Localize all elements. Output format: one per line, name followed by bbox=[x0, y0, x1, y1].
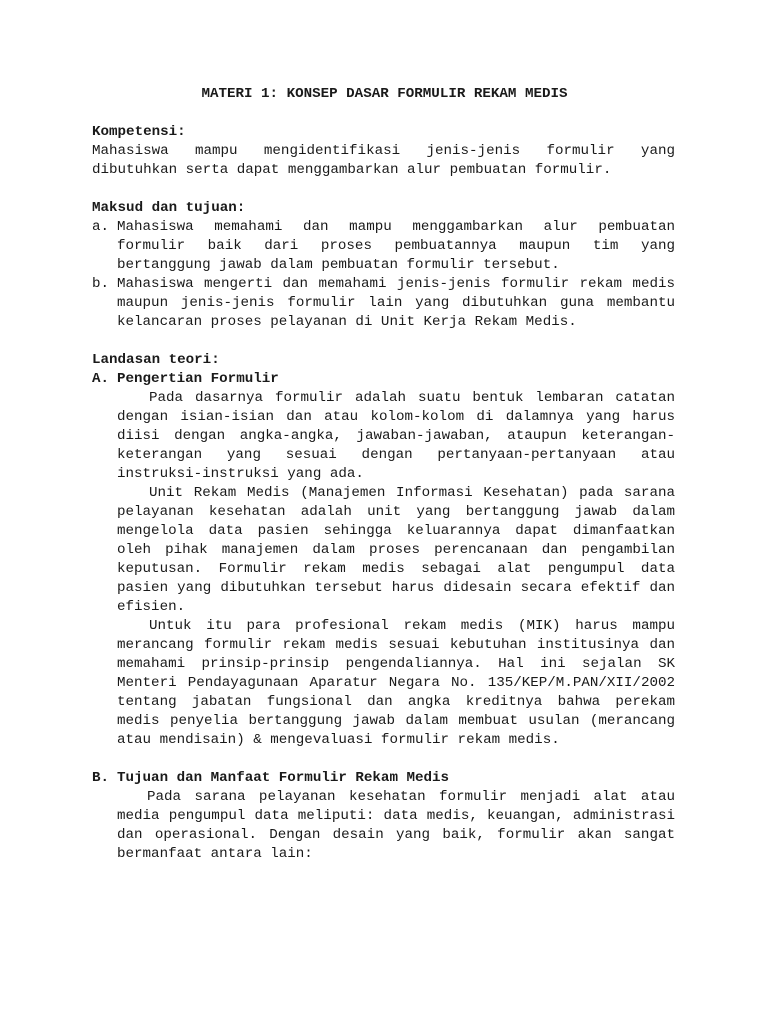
section-b-paragraph: Pada sarana pelayanan kesehatan formulir menjadi alat atau media pengumpul data meliputi: data medis, keuangan, administrasi dan operasional. Dengan desain yang baik, formulir akan sangat bermanfaat antara lain: bbox=[117, 789, 675, 862]
spacer bbox=[92, 180, 675, 199]
list-item-text: Mahasiswa mengerti dan memahami jenis-jenis formulir rekam medis maupun jenis-jenis formulir lain yang dibutuhkan guna membantu kelancaran proses pelayanan di Unit Kerja Rekam Medis. bbox=[117, 276, 675, 330]
section-a-body bbox=[92, 389, 675, 750]
kompetensi-text: Mahasiswa mampu mengidentifikasi jenis-jenis formulir yang dibutuhkan serta dapat menggambarkan alur pembuatan formulir. bbox=[92, 143, 675, 178]
section-a-heading bbox=[92, 370, 675, 389]
list-item bbox=[92, 218, 675, 275]
list-item-text: Mahasiswa memahami dan mampu menggambarkan alur pembuatan formulir baik dari proses pembuatannya maupun tim yang bertanggung jawab dalam pembuatan formulir tersebut. bbox=[117, 219, 675, 273]
maksud-list bbox=[92, 218, 675, 332]
list-item bbox=[92, 275, 675, 332]
kompetensi-heading: Kompetensi: bbox=[92, 124, 186, 140]
document-title: MATERI 1: KONSEP DASAR FORMULIR REKAM MEDIS bbox=[201, 86, 568, 102]
section-a-paragraph: Untuk itu para profesional rekam medis (MIK) harus mampu merancang formulir rekam medis sesuai kebutuhan institusinya dan memahami prinsip-prinsip pengendaliannya. Hal ini sejalan SK Menteri Pendayagunaan Aparatur Negara No. 135/KEP/M.PAN/XII/2002 tentang jabatan fungsional dan angka kreditnya bahwa perekam medis penyelia bertanggung jawab dalam membuat usulan (merancang atau mendisain) & mengevaluasi formulir rekam medis. bbox=[117, 618, 675, 748]
section-b-body bbox=[92, 788, 675, 864]
landasan-heading: Landasan teori: bbox=[92, 352, 220, 368]
list-marker: a. bbox=[92, 219, 110, 235]
list-marker: b. bbox=[92, 276, 110, 292]
section-marker: A. bbox=[92, 371, 110, 387]
section-b-heading bbox=[92, 769, 675, 788]
maksud-heading: Maksud dan tujuan: bbox=[92, 200, 246, 216]
section-title: Pengertian Formulir bbox=[117, 371, 279, 387]
spacer bbox=[92, 332, 675, 351]
document-page bbox=[92, 85, 675, 864]
section-a-paragraph: Pada dasarnya formulir adalah suatu bentuk lembaran catatan dengan isian-isian dan atau kolom-kolom di dalamnya yang harus diisi dengan angka-angka, jawaban-jawaban, ataupun keterangan-keterangan yang sesuai dengan pertanyaan-pertanyaan atau instruksi-instruksi yang ada. bbox=[117, 390, 675, 482]
spacer bbox=[92, 750, 675, 769]
section-a-paragraph: Unit Rekam Medis (Manajemen Informasi Kesehatan) pada sarana pelayanan kesehatan adalah unit yang bertanggung jawab dalam mengelola data pasien sehingga keluarannya dapat dimanfaatkan oleh pihak manajemen dalam proses perencanaan dan pengambilan keputusan. Formulir rekam medis sebagai alat pengumpul data pasien yang dibutuhkan tersebut harus didesain secara efektif dan efisien. bbox=[117, 485, 675, 615]
section-title: Tujuan dan Manfaat Formulir Rekam Medis bbox=[117, 770, 450, 786]
section-marker: B. bbox=[92, 770, 110, 786]
